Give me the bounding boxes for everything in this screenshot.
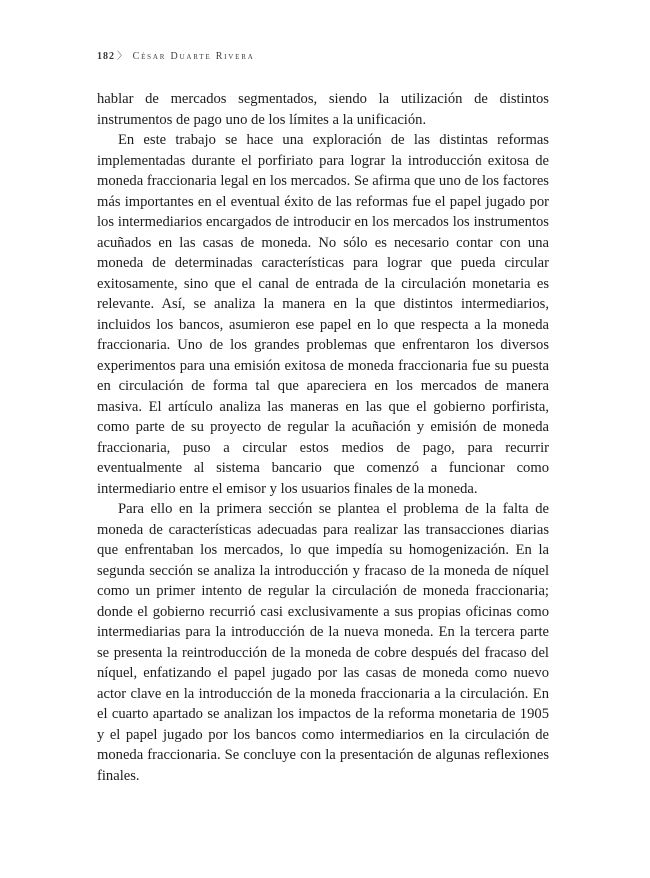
paragraph: Para ello en la primera sección se plantea el problema de la falta de moneda de características adecuadas para realizar las transacciones diarias que enfrentaban los mercados, lo que impedía su homogenización. En la segunda sección se analiza la introducción y fracaso de la moneda de níquel como un primer intento de regular la circulación de moneda fraccionaria; donde el gobierno recurrió casi exclusivamente a sus propias oficinas como intermediarias para la introducción de la nueva moneda. En la tercera parte se presenta la reintroducción de la moneda de cobre después del fracaso del níquel, enfatizando el papel jugado por las casas de moneda como nuevo actor clave en la introducción de la moneda fraccionaria a la circulación. En el cuarto apartado se analizan los impactos de la reforma monetaria de 1905 y el papel jugado por los bancos como intermediarios en la circulación de moneda fraccionaria. Se concluye con la presentación de algunas reflexiones finales.	[97, 501, 549, 784]
page-number: 182	[97, 51, 115, 62]
header-separator: 〉	[117, 51, 129, 62]
paragraph: En este trabajo se hace una exploración de las distintas reformas implementadas durante el porfiriato para lograr la introducción exitosa de moneda fraccionaria legal en los mercados. Se afirma que uno de los factores más importantes en el eventual éxito de las reformas fue el papel jugado por los intermediarios encargados de introducir en los mercados los instrumentos acuñados en las casas de moneda. No sólo es necesario contar con una moneda de determinadas características para lograr que pueda circular exitosamente, sino que el canal de entrada de la circulación monetaria es relevante. Así, se analiza la manera en la que distintos intermediarios, incluidos los bancos, asumieron ese papel en lo que respecta a la moneda fraccionaria. Uno de los grandes problemas que enfrentaron los diversos experimentos para una emisión exitosa de moneda fraccionaria fue su puesta en circulación de forma tal que apareciera en los mercados de manera masiva. El artículo analiza las maneras en las que el gobierno porfirista, como parte de su proyecto de regular la acuñación y emisión de moneda fraccionaria, puso a circular estos medios de pago, para recurrir eventualmente al sistema bancario que comenzó a funcionar como intermediario entre el emisor y los usuarios finales de la moneda.	[97, 132, 549, 497]
running-head	[97, 47, 255, 62]
paragraph-continued: hablar de mercados segmentados, siendo la utilización de distintos instrumentos de pago uno de los límites a la unificación.	[97, 91, 549, 128]
running-head-author: César Duarte Rivera	[132, 51, 255, 62]
body-text	[97, 89, 549, 786]
